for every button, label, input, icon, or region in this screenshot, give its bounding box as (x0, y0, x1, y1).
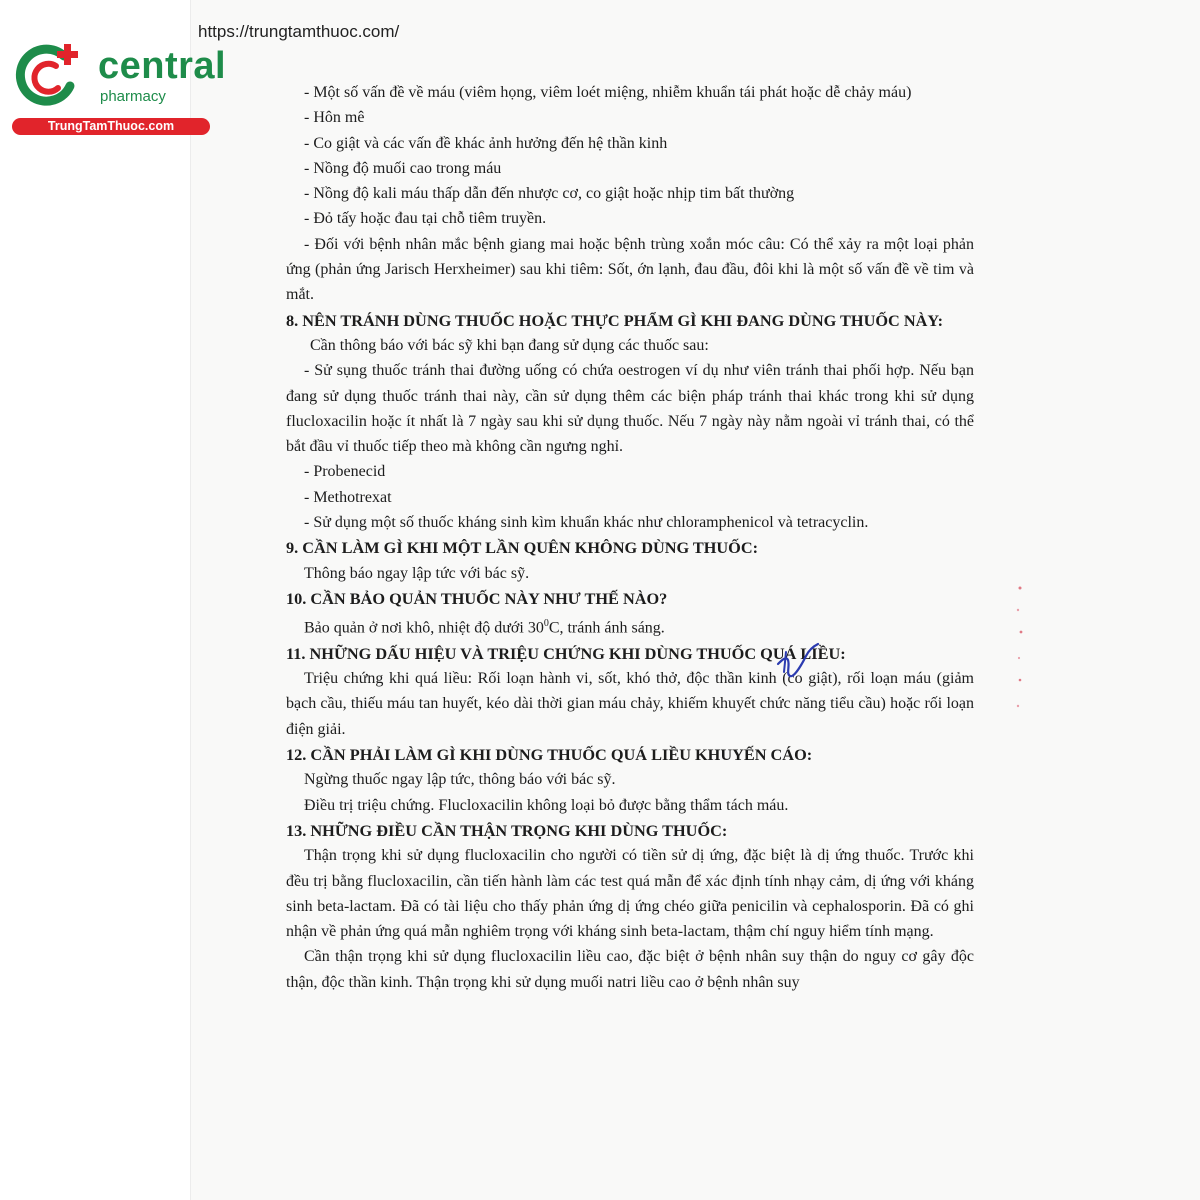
list-item: - Sử sụng thuốc tránh thai đường uống có chứa oestrogen ví dụ như viên tránh thai phối hợp. Nếu bạn đang sử dụng thuốc tránh thai này, cần sử dụng thêm các biện pháp tránh thai khác trong khi sử dụng flucloxacilin hoặc ít nhất là 7 ngày sau khi sử dụng thuốc. Nếu 7 ngày này nằm ngoài vỉ tránh thai, có thể bắt đầu vỉ thuốc tiếp theo mà không cần ngưng nghỉ. (286, 362, 974, 456)
section-9-text: Thông báo ngay lập tức với bác sỹ. (304, 564, 530, 582)
section-11-heading: 11. NHỮNG DẤU HIỆU VÀ TRIỆU CHỨNG KHI DÙNG THUỐC QUÁ LIỀU: (286, 643, 846, 663)
section-8-heading: 8. NÊN TRÁNH DÙNG THUỐC HOẶC THỰC PHẨM GÌ KHI ĐANG DÙNG THUỐC NÀY: (286, 310, 944, 330)
red-stamp-edge (1012, 580, 1028, 720)
list-item: - Đối với bệnh nhân mắc bệnh giang mai hoặc bệnh trùng xoắn móc câu: Có thể xảy ra một loại phản ứng (phản ứng Jarisch Herxheimer) sau khi tiêm: Sốt, ớn lạnh, đau đầu, đôi khi là một số vấn đề về tim và mắt. (286, 235, 974, 304)
list-item: - Nồng độ kali máu thấp dẫn đến nhược cơ, co giật hoặc nhịp tim bất thường (304, 185, 795, 203)
list-item: - Một số vấn đề về máu (viêm họng, viêm loét miệng, nhiễm khuẩn tái phát hoặc dễ chảy máu) (304, 84, 912, 101)
document-body (286, 80, 974, 995)
section-13-text-1: Thận trọng khi sử dụng flucloxacilin cho người có tiền sử dị ứng, đặc biệt là dị ứng thuốc. Trước khi đều trị bằng flucloxacilin, cần tiến hành làm các test quá mẫn để xác định tính nhạy cảm, dị ứng với kháng sinh beta-lactam. Đã có tài liệu cho thấy phản ứng dị ứng chéo giữa penicilin và cephalosporin. Đã có ghi nhận về phản ứng quá mẫn nghiêm trọng với kháng sinh beta-lactam, thậm chí nguy hiểm tính mạng. (286, 847, 974, 941)
list-item: - Đỏ tấy hoặc đau tại chỗ tiêm truyền. (304, 210, 547, 228)
logo-brand-subtext: pharmacy (100, 88, 166, 105)
section-9-heading: 9. CẦN LÀM GÌ KHI MỘT LẦN QUÊN KHÔNG DÙNG THUỐC: (286, 538, 759, 558)
pharmacy-cross-c-logo-icon (12, 40, 86, 114)
watermark-url[interactable]: https://trungtamthuoc.com/ (198, 22, 400, 41)
central-pharmacy-logo[interactable] (12, 40, 227, 136)
section-12-heading: 12. CẦN PHẢI LÀM GÌ KHI DÙNG THUỐC QUÁ LIỀU KHUYẾN CÁO: (286, 745, 813, 765)
list-item: - Methotrexat (304, 488, 392, 506)
section-13-text-2: Cần thận trọng khi sử dụng flucloxacilin liều cao, đặc biệt ở bệnh nhân suy thận do nguy cơ gây độc thận, độc thần kinh. Thận trọng khi sử dụng muối natri liều cao ở bệnh nhân suy (286, 948, 974, 991)
section-10-heading: 10. CẦN BẢO QUẢN THUỐC NÀY NHƯ THẾ NÀO? (286, 588, 668, 608)
list-item: - Co giật và các vấn đề khác ảnh hưởng đến hệ thần kinh (304, 134, 668, 152)
section-11-text: Triệu chứng khi quá liều: Rối loạn hành vi, sốt, khó thở, độc thần kinh (co giật), rối loạn máu (giảm bạch cầu, thiếu máu tan huyết, kéo dài thời gian máu chảy, khiếm khuyết chức năng tiểu cầu) hoặc rối loạn điện giải. (286, 670, 974, 738)
list-item: - Hôn mê (304, 109, 365, 127)
list-item: - Nồng độ muối cao trong máu (304, 159, 502, 177)
section-8-intro: Cần thông báo với bác sỹ khi bạn đang sử dụng các thuốc sau: (310, 336, 709, 354)
storage-text-end: C, tránh ánh sáng. (548, 619, 665, 637)
section-10-text (286, 611, 974, 641)
list-item: - Sử dụng một số thuốc kháng sinh kìm khuẩn khác như chloramphenicol và tetracyclin. (304, 514, 869, 532)
logo-site-bar: TrungTamThuoc.com (12, 118, 210, 135)
list-item: - Probenecid (304, 463, 386, 481)
initials-signature-mark (772, 642, 824, 682)
section-13-heading: 13. NHỮNG ĐIỀU CẦN THẬN TRỌNG KHI DÙNG THUỐC: (286, 820, 728, 840)
storage-degree: 0 (543, 618, 549, 630)
storage-text: Bảo quản ở nơi khô, nhiệt độ dưới 30 (304, 619, 544, 637)
logo-brand-text: central (98, 45, 227, 87)
section-12-text-1: Ngừng thuốc ngay lập tức, thông báo với bác sỹ. (304, 771, 616, 789)
section-12-text-2: Điều trị triệu chứng. Flucloxacilin không loại bỏ được bằng thẩm tách máu. (304, 796, 789, 814)
